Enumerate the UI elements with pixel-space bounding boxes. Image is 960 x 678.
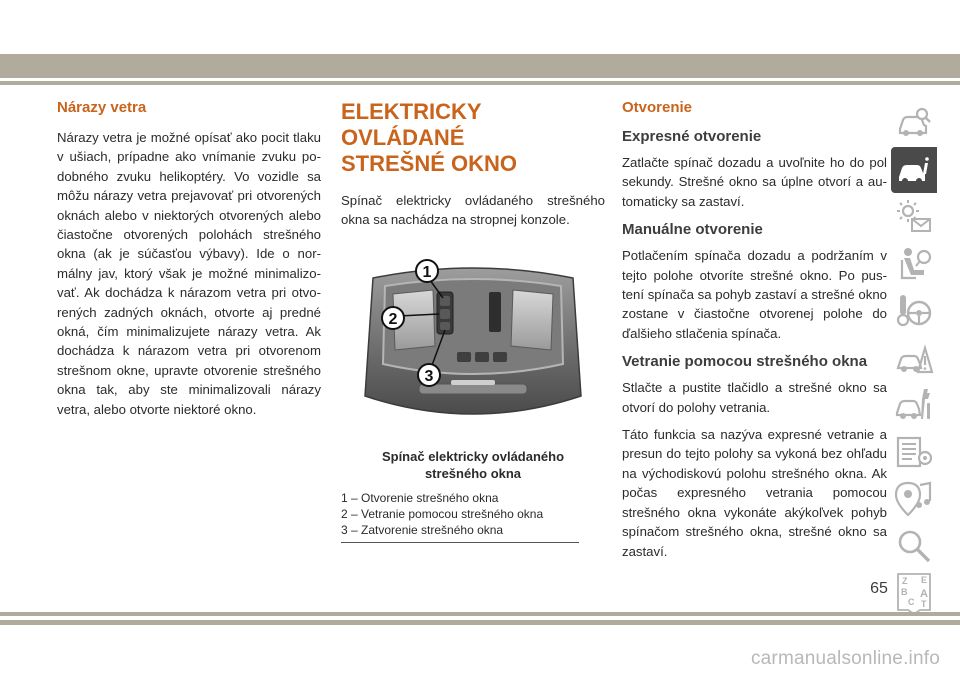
chapter-title-line-2: STREŠNÉ OKNO: [341, 151, 518, 176]
manual-open-heading: Manuálne otvorenie: [622, 221, 763, 239]
express-open-text: Zatlačte spínač dozadu a uvoľnite ho do pol sekundy. Strešné okno sa úplne otvorí a automaticky sa zastaví.: [622, 155, 887, 209]
footer-rule-top: [0, 612, 960, 616]
index-search-icon: [894, 526, 934, 566]
car-info-icon: [894, 150, 934, 190]
callout-2: 2: [388, 310, 398, 328]
sunroof-switch-figure: [355, 256, 591, 436]
service-tools-icon: [894, 385, 934, 425]
alphabet-letter: A: [920, 588, 928, 600]
roadside-warning-icon: [894, 338, 934, 378]
column-power-sunroof: [341, 95, 605, 543]
section-heading-opening: Otvorenie: [622, 99, 693, 116]
car-search-icon: [894, 103, 934, 143]
tab-service-tools[interactable]: [891, 382, 937, 428]
tab-airbag-seat[interactable]: [891, 241, 937, 287]
chapter-title-line-1: ELEKTRICKY OVLÁDANÉ: [341, 99, 482, 150]
alphabet-letter: B: [901, 587, 908, 597]
tab-alphabet-index[interactable]: [891, 570, 937, 616]
alphabet-letter: E: [921, 575, 928, 585]
page-number: 65: [870, 580, 888, 597]
warning-lights-icon: [894, 197, 934, 237]
overhead-console-illustration: [355, 256, 591, 436]
footer-rule-bottom: [0, 620, 960, 625]
figure-caption: [341, 448, 605, 482]
airbag-seat-icon: [894, 244, 934, 284]
tab-multimedia[interactable]: [891, 476, 937, 522]
alphabet-letter: T: [921, 599, 927, 609]
vent-heading: Vetranie pomocou strešného okna: [622, 353, 868, 371]
column-wind-buffeting: [57, 95, 321, 427]
tab-car-info[interactable]: [891, 147, 937, 193]
sunroof-intro-paragraph: Spínač elektricky ovládaného strešného okna sa nachádza na stropnej konzole.: [341, 193, 605, 228]
figure-caption-line-1: Spínač elektricky ovládaného: [381, 448, 565, 464]
legend-item: 3 – Zatvorenie strešného okna: [341, 522, 504, 537]
multimedia-icon: [894, 479, 934, 519]
legend-item: 1 – Otvorenie strešného okna: [341, 490, 499, 505]
alphabet-letter: Z: [902, 576, 908, 586]
vent-text-1: Stlačte a pustite tlačidlo a strešné okno sa otvorí do polohy vetrania.: [622, 380, 887, 415]
watermark: carmanualsonline.info: [750, 648, 940, 669]
wind-buffeting-paragraph: Nárazy vetra je možné opísať ako pocit tlaku v ušiach, prípadne ako vnímanie zvuku podobného zvuku helikoptéry. Vo vozidle sa môžu nárazy vetra prejavovať pri otvorených oknách alebo v niektorých otvorených alebo čiastočne otvorených polohách strešného okna (ak je súčasťou výbavy). Ide o normálny jav, ktorý však je možné minimalizovať. Ak dochádza k nárazom vetra pri otvorených zadných oknách, otvorte aj predné okná, čím minimalizujete nárazy vetra. Ak dochádza k nárazom vetra pri otvorenom strešnom okne, upravte otvorenie strešného okna tak, aby ste minimalizovali nárazy vetra, alebo otvorte niektoré okno.: [57, 130, 321, 417]
tab-specifications[interactable]: [891, 429, 937, 475]
express-open-heading: Expresné otvorenie: [622, 128, 762, 145]
tab-steering-wheel[interactable]: [891, 288, 937, 334]
chapter-tabs: [891, 100, 941, 617]
tab-car-search[interactable]: [891, 100, 937, 146]
callout-3: 3: [424, 367, 434, 385]
specifications-icon: [894, 432, 934, 472]
alphabet-index-icon: [894, 570, 934, 616]
manual-open-text: Potlačením spínača dozadu a podržaním v tejto polohe otvoríte strešné okno. Po pustení spínača sa pohyb zastaví a strešné okno zostane v čiastočne otvorenej polohe do ďalšieho stlačenia spínača.: [622, 248, 887, 341]
figure-legend: [341, 490, 605, 538]
alphabet-letter: C: [908, 597, 915, 607]
vent-text-2: Táto funkcia sa nazýva expresné vetranie a presun do tejto polohy sa vykoná bez ohľadu na východiskovú polohu strešného okna. Ak počas expresného vetrania pomocou strešného okna vykonáte akýkoľvek pohyb spínačom strešného okna, strešné okno sa zastaví.: [622, 427, 887, 559]
steering-wheel-icon: [894, 291, 934, 331]
legend-rule: [341, 542, 579, 543]
column-opening: [622, 95, 887, 569]
tab-index-search[interactable]: [891, 523, 937, 569]
section-heading-wind-buffeting: Nárazy vetra: [57, 99, 147, 116]
header-rule: [0, 81, 960, 85]
figure-caption-line-2: strešného okna: [424, 465, 522, 481]
callout-1: 1: [422, 263, 432, 281]
header-band: [0, 54, 960, 78]
legend-item: 2 – Vetranie pomocou strešného okna: [341, 506, 544, 521]
tab-warning-lights[interactable]: [891, 194, 937, 240]
tab-roadside-warning[interactable]: [891, 335, 937, 381]
chapter-title: [341, 99, 605, 177]
